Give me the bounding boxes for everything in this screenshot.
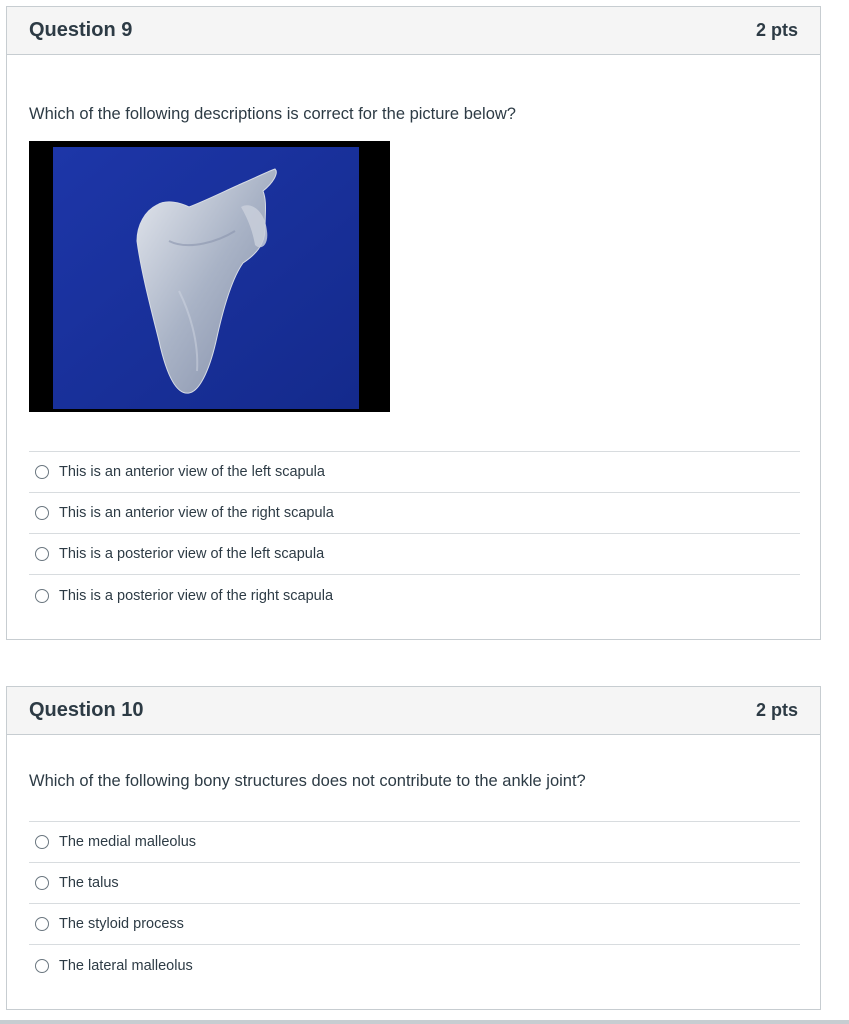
answer-label: This is a posterior view of the right scapula [59, 587, 334, 604]
answer-label: The styloid process [59, 916, 184, 932]
answer-label: This is a posterior view of the left scapula [59, 546, 325, 562]
question-points: 2 pts [755, 20, 798, 40]
question-title: Question 10 [29, 699, 144, 721]
radio-button[interactable] [35, 589, 49, 603]
question-points: 2 pts [755, 700, 798, 720]
radio-button[interactable] [35, 959, 49, 973]
answer-label: The talus [59, 875, 119, 891]
radio-button[interactable] [35, 547, 49, 561]
radio-button[interactable] [35, 876, 49, 890]
question-header [7, 687, 820, 735]
answer-option[interactable] [29, 493, 800, 534]
answer-list [29, 451, 800, 616]
question-text: Which of the following descriptions is correct for the picture below? [29, 105, 516, 123]
answer-list [29, 821, 800, 986]
question-text: Which of the following bony structures does not contribute to the ankle joint? [29, 772, 586, 790]
radio-button[interactable] [35, 465, 49, 479]
bottom-divider [0, 1020, 849, 1024]
radio-button[interactable] [35, 506, 49, 520]
answer-label: This is an anterior view of the left scapula [59, 464, 325, 480]
answer-option[interactable] [29, 822, 800, 863]
question-9-card [6, 6, 821, 640]
answer-label: The lateral malleolus [59, 957, 193, 974]
answer-label: This is an anterior view of the right scapula [59, 505, 334, 521]
scapula-image [29, 141, 390, 412]
question-header [7, 7, 820, 55]
answer-option[interactable] [29, 945, 800, 986]
answer-option[interactable] [29, 534, 800, 575]
answer-option[interactable] [29, 863, 800, 904]
answer-option[interactable] [29, 452, 800, 493]
radio-button[interactable] [35, 917, 49, 931]
radio-button[interactable] [35, 835, 49, 849]
answer-option[interactable] [29, 904, 800, 945]
scapula-photo [29, 141, 390, 412]
question-10-card [6, 686, 821, 1010]
answer-label: The medial malleolus [59, 834, 197, 850]
answer-option[interactable] [29, 575, 800, 616]
question-title: Question 9 [29, 19, 133, 41]
